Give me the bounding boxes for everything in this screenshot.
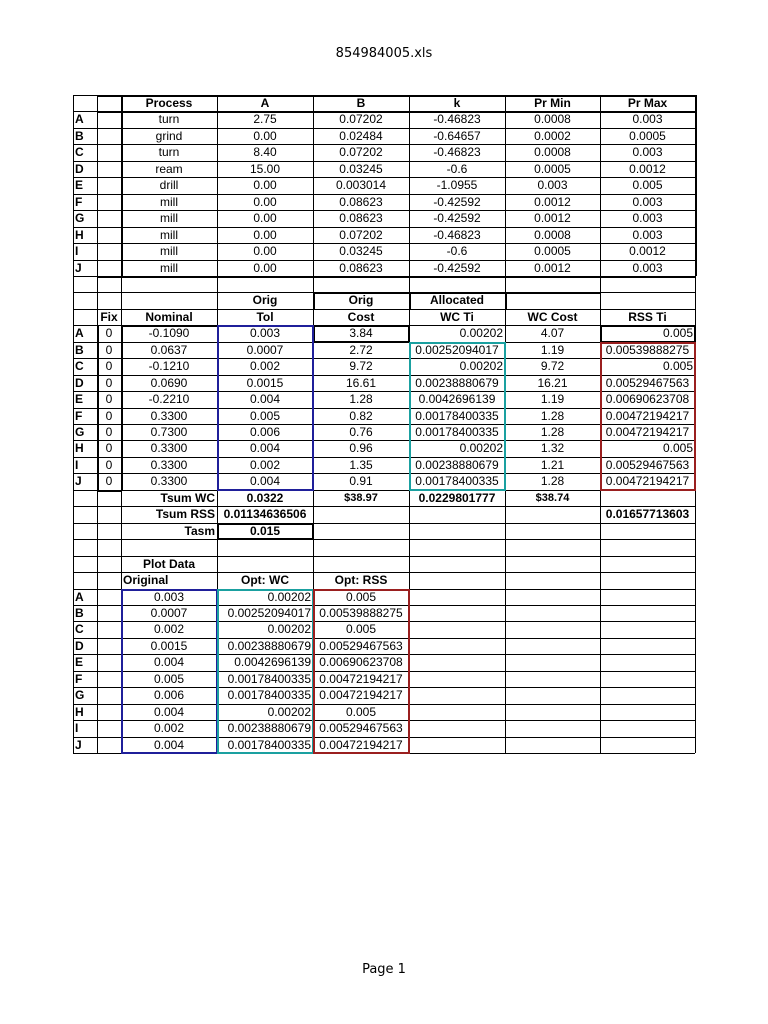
allocated-header-top[interactable]: Allocated [429, 293, 484, 308]
table1-cell[interactable]: 0.02484 [339, 128, 383, 143]
nominal-cell[interactable]: 0.7300 [150, 425, 188, 439]
table1-row-label[interactable]: G [75, 211, 85, 226]
wc-cost-cell[interactable]: 1.32 [540, 441, 565, 456]
fix-cell[interactable]: 0 [105, 359, 113, 374]
plot-row-label[interactable]: G [75, 688, 85, 703]
plot-original-cell[interactable]: 0.005 [153, 671, 185, 686]
table1-row-label[interactable]: F [75, 194, 83, 209]
table1-header-0[interactable]: Process [145, 96, 193, 110]
nominal-cell[interactable]: 0.3300 [150, 408, 188, 423]
table1-cell[interactable]: 0.03245 [339, 244, 383, 259]
table1-cell[interactable]: 0.00 [253, 178, 277, 193]
table1-cell[interactable]: 0.003 [632, 260, 663, 275]
table1-cell[interactable]: 0.003 [537, 178, 568, 193]
table1-cell[interactable]: 0.005 [632, 178, 663, 193]
orig-cost-header-top[interactable]: Orig [348, 293, 374, 308]
table2-row-label[interactable]: J [75, 474, 82, 489]
table2-row-label[interactable]: H [75, 441, 84, 456]
wc-cost-cell[interactable]: 1.21 [540, 457, 565, 472]
table1-cell[interactable]: turn [158, 145, 180, 160]
plot-row-label[interactable]: B [75, 605, 84, 620]
wc-cost-cell[interactable]: 1.28 [540, 425, 565, 439]
nominal-cell[interactable]: 0.0690 [150, 375, 188, 390]
plot-opt-rss-cell[interactable]: 0.00539888275 [319, 605, 403, 620]
rss-ti-cell[interactable]: 0.00472194217 [605, 425, 690, 439]
table1-cell[interactable]: 0.003014 [335, 178, 387, 193]
table1-cell[interactable]: 0.0005 [534, 244, 571, 259]
orig-cost-cell[interactable]: 2.72 [349, 342, 373, 357]
table1-row-label[interactable]: A [75, 112, 84, 127]
wc-cost-cell[interactable]: 1.19 [540, 342, 565, 357]
rss-ti-cell[interactable]: 0.005 [662, 326, 693, 341]
nominal-cell[interactable]: 0.3300 [150, 441, 188, 456]
table2-header-3[interactable]: Cost [347, 309, 375, 324]
orig-cost-cell[interactable]: 3.84 [349, 326, 373, 341]
table1-row-label[interactable]: D [75, 161, 84, 176]
table1-cell[interactable]: 0.08623 [339, 211, 383, 226]
table1-cell[interactable]: 0.07202 [339, 145, 383, 160]
orig-tol-cell[interactable]: 0.003 [249, 326, 281, 341]
plot-row-label[interactable]: I [75, 721, 79, 736]
plot-row-label[interactable]: H [75, 704, 84, 719]
table1-cell[interactable]: 0.003 [632, 112, 663, 127]
plot-opt-wc-cell[interactable]: 0.00252094017 [227, 605, 311, 620]
plot-row-label[interactable]: D [75, 638, 84, 653]
grid-hline [97, 490, 121, 492]
orig-cost-cell[interactable]: 0.96 [349, 441, 373, 456]
plot-header-opt-rss[interactable]: Opt: RSS [334, 573, 388, 588]
table1-cell[interactable]: -0.6 [446, 161, 468, 176]
rss-ti-cell[interactable]: 0.00529467563 [605, 457, 690, 472]
table1-cell[interactable]: 2.75 [253, 112, 277, 127]
plot-opt-rss-cell[interactable]: 0.005 [345, 589, 377, 604]
table1-cell[interactable]: 0.0005 [629, 128, 666, 143]
wc-cost-cell[interactable]: 9.72 [540, 359, 565, 374]
table1-cell[interactable]: 0.0005 [534, 161, 571, 176]
grid-hline [97, 276, 695, 278]
nominal-cell[interactable]: -0.2210 [148, 392, 190, 407]
table1-row-label[interactable]: B [75, 128, 84, 143]
table2-row-label[interactable]: A [75, 326, 84, 341]
plot-original-cell[interactable]: 0.004 [153, 704, 185, 719]
table2-header-5[interactable]: WC Cost [527, 309, 578, 324]
plot-original-cell[interactable]: 0.002 [153, 721, 185, 736]
tsum-rss-ti[interactable]: 0.01657713603 [605, 507, 690, 522]
table1-cell[interactable]: -0.42592 [433, 194, 481, 209]
table1-cell[interactable]: 0.0008 [534, 145, 571, 160]
table1-cell[interactable]: 0.003 [632, 145, 663, 160]
orig-tol-cell[interactable]: 0.0015 [246, 375, 284, 390]
table1-cell[interactable]: 0.00 [253, 194, 277, 209]
plot-opt-wc-cell[interactable]: 0.00178400335 [227, 688, 311, 703]
grid-vline [695, 95, 697, 276]
table1-cell[interactable]: 0.07202 [339, 227, 383, 242]
wc-ti-cell[interactable]: 0.00238880679 [415, 375, 499, 390]
wc-ti-cell[interactable]: 0.00202 [459, 359, 503, 374]
nominal-cell[interactable]: -0.1090 [148, 326, 190, 341]
table1-cell[interactable]: 0.0008 [534, 112, 571, 127]
plot-opt-wc-cell[interactable]: 0.00202 [267, 622, 311, 637]
table1-header-3[interactable]: k [453, 96, 461, 110]
orig-tol-header-top[interactable]: Orig [252, 293, 278, 308]
plot-opt-rss-cell[interactable]: 0.00472194217 [319, 737, 403, 752]
table2-header-2[interactable]: Tol [256, 309, 274, 324]
table1-header-4[interactable]: Pr Min [534, 96, 571, 110]
table2-row-label[interactable]: G [75, 425, 85, 439]
table1-cell[interactable]: -0.42592 [433, 260, 481, 275]
fix-cell[interactable]: 0 [105, 425, 113, 439]
plot-original-cell[interactable]: 0.006 [153, 688, 185, 703]
tsum-wc-tol[interactable]: 0.0322 [246, 490, 284, 505]
tsum-wc-ti[interactable]: 0.0229801777 [418, 490, 496, 505]
tasm-label[interactable]: Tasm [184, 523, 215, 538]
plot-row-label[interactable]: J [75, 737, 82, 752]
table1-cell[interactable]: 0.08623 [339, 194, 383, 209]
wc-ti-cell[interactable]: 0.00178400335 [415, 474, 499, 489]
plot-original-cell[interactable]: 0.004 [153, 737, 185, 752]
table1-cell[interactable]: mill [160, 211, 178, 226]
table1-cell[interactable]: -1.0955 [436, 178, 478, 193]
table1-cell[interactable]: 0.003 [632, 211, 663, 226]
table1-cell[interactable]: 0.00 [253, 244, 277, 259]
table1-cell[interactable]: 0.08623 [339, 260, 383, 275]
wc-cost-cell[interactable]: 16.21 [537, 375, 568, 390]
plot-opt-wc-cell[interactable]: 0.00238880679 [227, 638, 311, 653]
plot-opt-rss-cell[interactable]: 0.00529467563 [319, 721, 403, 736]
fix-cell[interactable]: 0 [105, 441, 113, 456]
wc-cost-cell[interactable]: 1.28 [540, 408, 565, 423]
plot-row-label[interactable]: A [75, 589, 84, 604]
plot-row-label[interactable]: C [75, 622, 84, 637]
table1-cell[interactable]: mill [160, 227, 178, 242]
table1-cell[interactable]: 0.07202 [339, 112, 383, 127]
tsum-wc-wccost[interactable]: $38.74 [535, 491, 570, 504]
nominal-cell[interactable]: -0.1210 [148, 359, 190, 374]
table1-cell[interactable]: 0.0002 [534, 128, 571, 143]
table2-row-label[interactable]: C [75, 359, 84, 374]
orig-cost-cell[interactable]: 0.82 [349, 408, 373, 423]
table2-row-label[interactable]: F [75, 408, 83, 423]
fix-cell[interactable]: 0 [105, 375, 113, 390]
plot-opt-wc-cell[interactable]: 0.00238880679 [227, 721, 311, 736]
table1-cell[interactable]: mill [160, 194, 178, 209]
table1-header-5[interactable]: Pr Max [627, 96, 668, 110]
fix-cell[interactable]: 0 [105, 457, 113, 472]
table1-cell[interactable]: -0.64657 [433, 128, 481, 143]
plot-row-label[interactable]: E [75, 655, 84, 670]
table1-header-1[interactable]: A [260, 96, 270, 110]
table1-cell[interactable]: 0.0012 [629, 244, 666, 259]
rss-ti-cell[interactable]: 0.005 [662, 359, 693, 374]
grid-hline [73, 539, 695, 540]
tsum-rss-label[interactable]: Tsum RSS [155, 507, 215, 522]
table1-row-label[interactable]: H [75, 227, 84, 242]
table1-cell[interactable]: -0.46823 [433, 112, 481, 127]
orig-tol-cell[interactable]: 0.005 [249, 408, 281, 423]
plot-opt-rss-cell[interactable]: 0.00472194217 [319, 688, 403, 703]
nominal-cell[interactable]: 0.3300 [150, 474, 188, 489]
table1-cell[interactable]: 0.00 [253, 227, 277, 242]
orig-cost-cell[interactable]: 0.91 [349, 474, 373, 489]
plot-original-cell[interactable]: 0.0015 [150, 638, 188, 653]
plot-original-cell[interactable]: 0.0007 [150, 605, 188, 620]
table2-header-0[interactable]: Fix [100, 309, 118, 324]
plot-original-cell[interactable]: 0.002 [153, 622, 185, 637]
orig-tol-cell[interactable]: 0.004 [249, 474, 281, 489]
page-header: 854984005.xls [335, 46, 433, 61]
orig-tol-cell[interactable]: 0.004 [249, 392, 281, 407]
orig-tol-cell[interactable]: 0.006 [249, 425, 281, 439]
table2-header-6[interactable]: RSS Ti [628, 309, 667, 324]
fix-cell[interactable]: 0 [105, 474, 113, 489]
orig-tol-cell[interactable]: 0.0007 [246, 342, 284, 357]
plot-original-cell[interactable]: 0.003 [153, 589, 185, 604]
table1-cell[interactable]: 0.00 [253, 128, 277, 143]
orig-cost-cell[interactable]: 0.76 [349, 425, 373, 439]
table1-cell[interactable]: 0.0008 [534, 227, 571, 242]
orig-cost-cell[interactable]: 1.28 [349, 392, 373, 407]
table1-cell[interactable]: -0.42592 [433, 211, 481, 226]
grid-hline [73, 753, 695, 754]
nominal-cell[interactable]: 0.0637 [150, 342, 188, 357]
spreadsheet [73, 95, 695, 762]
plot-header-original[interactable]: Original [123, 573, 169, 588]
wc-ti-cell[interactable]: 0.00178400335 [415, 408, 499, 423]
table1-cell[interactable]: -0.6 [446, 244, 468, 259]
table2-row-label[interactable]: D [75, 375, 84, 390]
plot-row-label[interactable]: F [75, 671, 83, 686]
wc-cost-cell[interactable]: 1.19 [540, 392, 565, 407]
fix-cell[interactable]: 0 [105, 342, 113, 357]
wc-ti-cell[interactable]: 0.0042696139 [418, 392, 496, 407]
orig-tol-cell[interactable]: 0.002 [249, 457, 281, 472]
table1-cell[interactable]: drill [159, 178, 179, 193]
wc-cost-cell[interactable]: 1.28 [540, 474, 565, 489]
page-footer: Page 1 [362, 962, 406, 977]
table2-header-4[interactable]: WC Ti [440, 309, 474, 324]
table1-cell[interactable]: 0.0012 [534, 260, 571, 275]
plot-opt-rss-cell[interactable]: 0.00690623708 [319, 655, 403, 670]
orig-cost-cell[interactable]: 1.35 [349, 457, 373, 472]
table1-cell[interactable]: 0.0012 [534, 211, 571, 226]
table2-row-label[interactable]: E [75, 392, 84, 407]
table1-row-label[interactable]: J [75, 260, 82, 275]
grid-vline [505, 292, 507, 308]
table1-cell[interactable]: -0.46823 [433, 145, 481, 160]
tsum-rss-value[interactable]: 0.01134636506 [223, 507, 307, 522]
table1-cell[interactable]: 0.00 [253, 260, 277, 275]
rss-ti-cell[interactable]: 0.00529467563 [605, 375, 690, 390]
wc-ti-cell[interactable]: 0.00178400335 [415, 425, 499, 439]
table1-cell[interactable]: 15.00 [249, 161, 281, 176]
plot-opt-wc-cell[interactable]: 0.00202 [267, 589, 311, 604]
tsum-wc-cost[interactable]: $38.97 [344, 491, 378, 504]
wc-ti-cell[interactable]: 0.00202 [459, 441, 503, 456]
rss-ti-cell[interactable]: 0.005 [662, 441, 693, 456]
wc-ti-cell[interactable]: 0.00202 [459, 326, 503, 341]
fix-cell[interactable]: 0 [105, 408, 113, 423]
plot-opt-rss-cell[interactable]: 0.00472194217 [319, 671, 403, 686]
table1-cell[interactable]: 0.0012 [534, 194, 571, 209]
table1-row-label[interactable]: I [75, 244, 79, 259]
plot-data-title[interactable]: Plot Data [142, 556, 195, 571]
table2-row-label[interactable]: B [75, 342, 84, 357]
wc-ti-cell[interactable]: 0.00238880679 [415, 457, 499, 472]
table1-cell[interactable]: 8.40 [253, 145, 277, 160]
table1-cell[interactable]: mill [160, 244, 178, 259]
table1-cell[interactable]: 0.003 [632, 227, 663, 242]
table1-cell[interactable]: 0.00 [253, 211, 277, 226]
orig-tol-cell[interactable]: 0.004 [249, 441, 281, 456]
plot-opt-wc-cell[interactable]: 0.00202 [267, 704, 311, 719]
rss-ti-cell[interactable]: 0.00472194217 [605, 474, 690, 489]
table1-cell[interactable]: 0.0012 [629, 161, 666, 176]
table2-row-label[interactable]: I [75, 457, 79, 472]
plot-opt-wc-cell[interactable]: 0.00178400335 [227, 671, 311, 686]
plot-opt-wc-cell[interactable]: 0.00178400335 [227, 737, 311, 752]
table1-cell[interactable]: 0.03245 [339, 161, 383, 176]
wc-ti-cell[interactable]: 0.00252094017 [415, 342, 499, 357]
table2-header-1[interactable]: Nominal [145, 309, 193, 324]
table1-cell[interactable]: turn [158, 112, 180, 127]
table1-cell[interactable]: mill [160, 260, 178, 275]
rss-ti-cell[interactable]: 0.00690623708 [605, 392, 690, 407]
plot-header-opt-wc[interactable]: Opt: WC [241, 573, 289, 588]
wc-cost-cell[interactable]: 4.07 [540, 326, 565, 341]
plot-opt-rss-cell[interactable]: 0.00529467563 [319, 638, 403, 653]
orig-tol-cell[interactable]: 0.002 [249, 359, 281, 374]
table1-row-label[interactable]: E [75, 178, 84, 193]
nominal-cell[interactable]: 0.3300 [150, 457, 188, 472]
rss-ti-cell[interactable]: 0.00539888275 [605, 342, 690, 357]
table1-cell[interactable]: 0.003 [632, 194, 663, 209]
tasm-value[interactable]: 0.015 [249, 523, 281, 538]
table1-cell[interactable]: -0.46823 [433, 227, 481, 242]
plot-opt-rss-cell[interactable]: 0.005 [345, 704, 377, 719]
tsum-wc-label[interactable]: Tsum WC [160, 490, 215, 505]
rss-ti-cell[interactable]: 0.00472194217 [605, 408, 690, 423]
orig-cost-cell[interactable]: 16.61 [345, 375, 377, 390]
orig-cost-cell[interactable]: 9.72 [349, 359, 373, 374]
fix-cell[interactable]: 0 [105, 326, 113, 341]
plot-opt-rss-cell[interactable]: 0.005 [345, 622, 377, 637]
table1-cell[interactable]: ream [155, 161, 183, 176]
fix-cell[interactable]: 0 [105, 392, 113, 407]
plot-opt-wc-cell[interactable]: 0.0042696139 [234, 655, 311, 670]
plot-original-cell[interactable]: 0.004 [153, 655, 185, 670]
table1-cell[interactable]: grind [155, 128, 183, 143]
table1-header-2[interactable]: B [356, 96, 366, 110]
table1-row-label[interactable]: C [75, 145, 84, 160]
